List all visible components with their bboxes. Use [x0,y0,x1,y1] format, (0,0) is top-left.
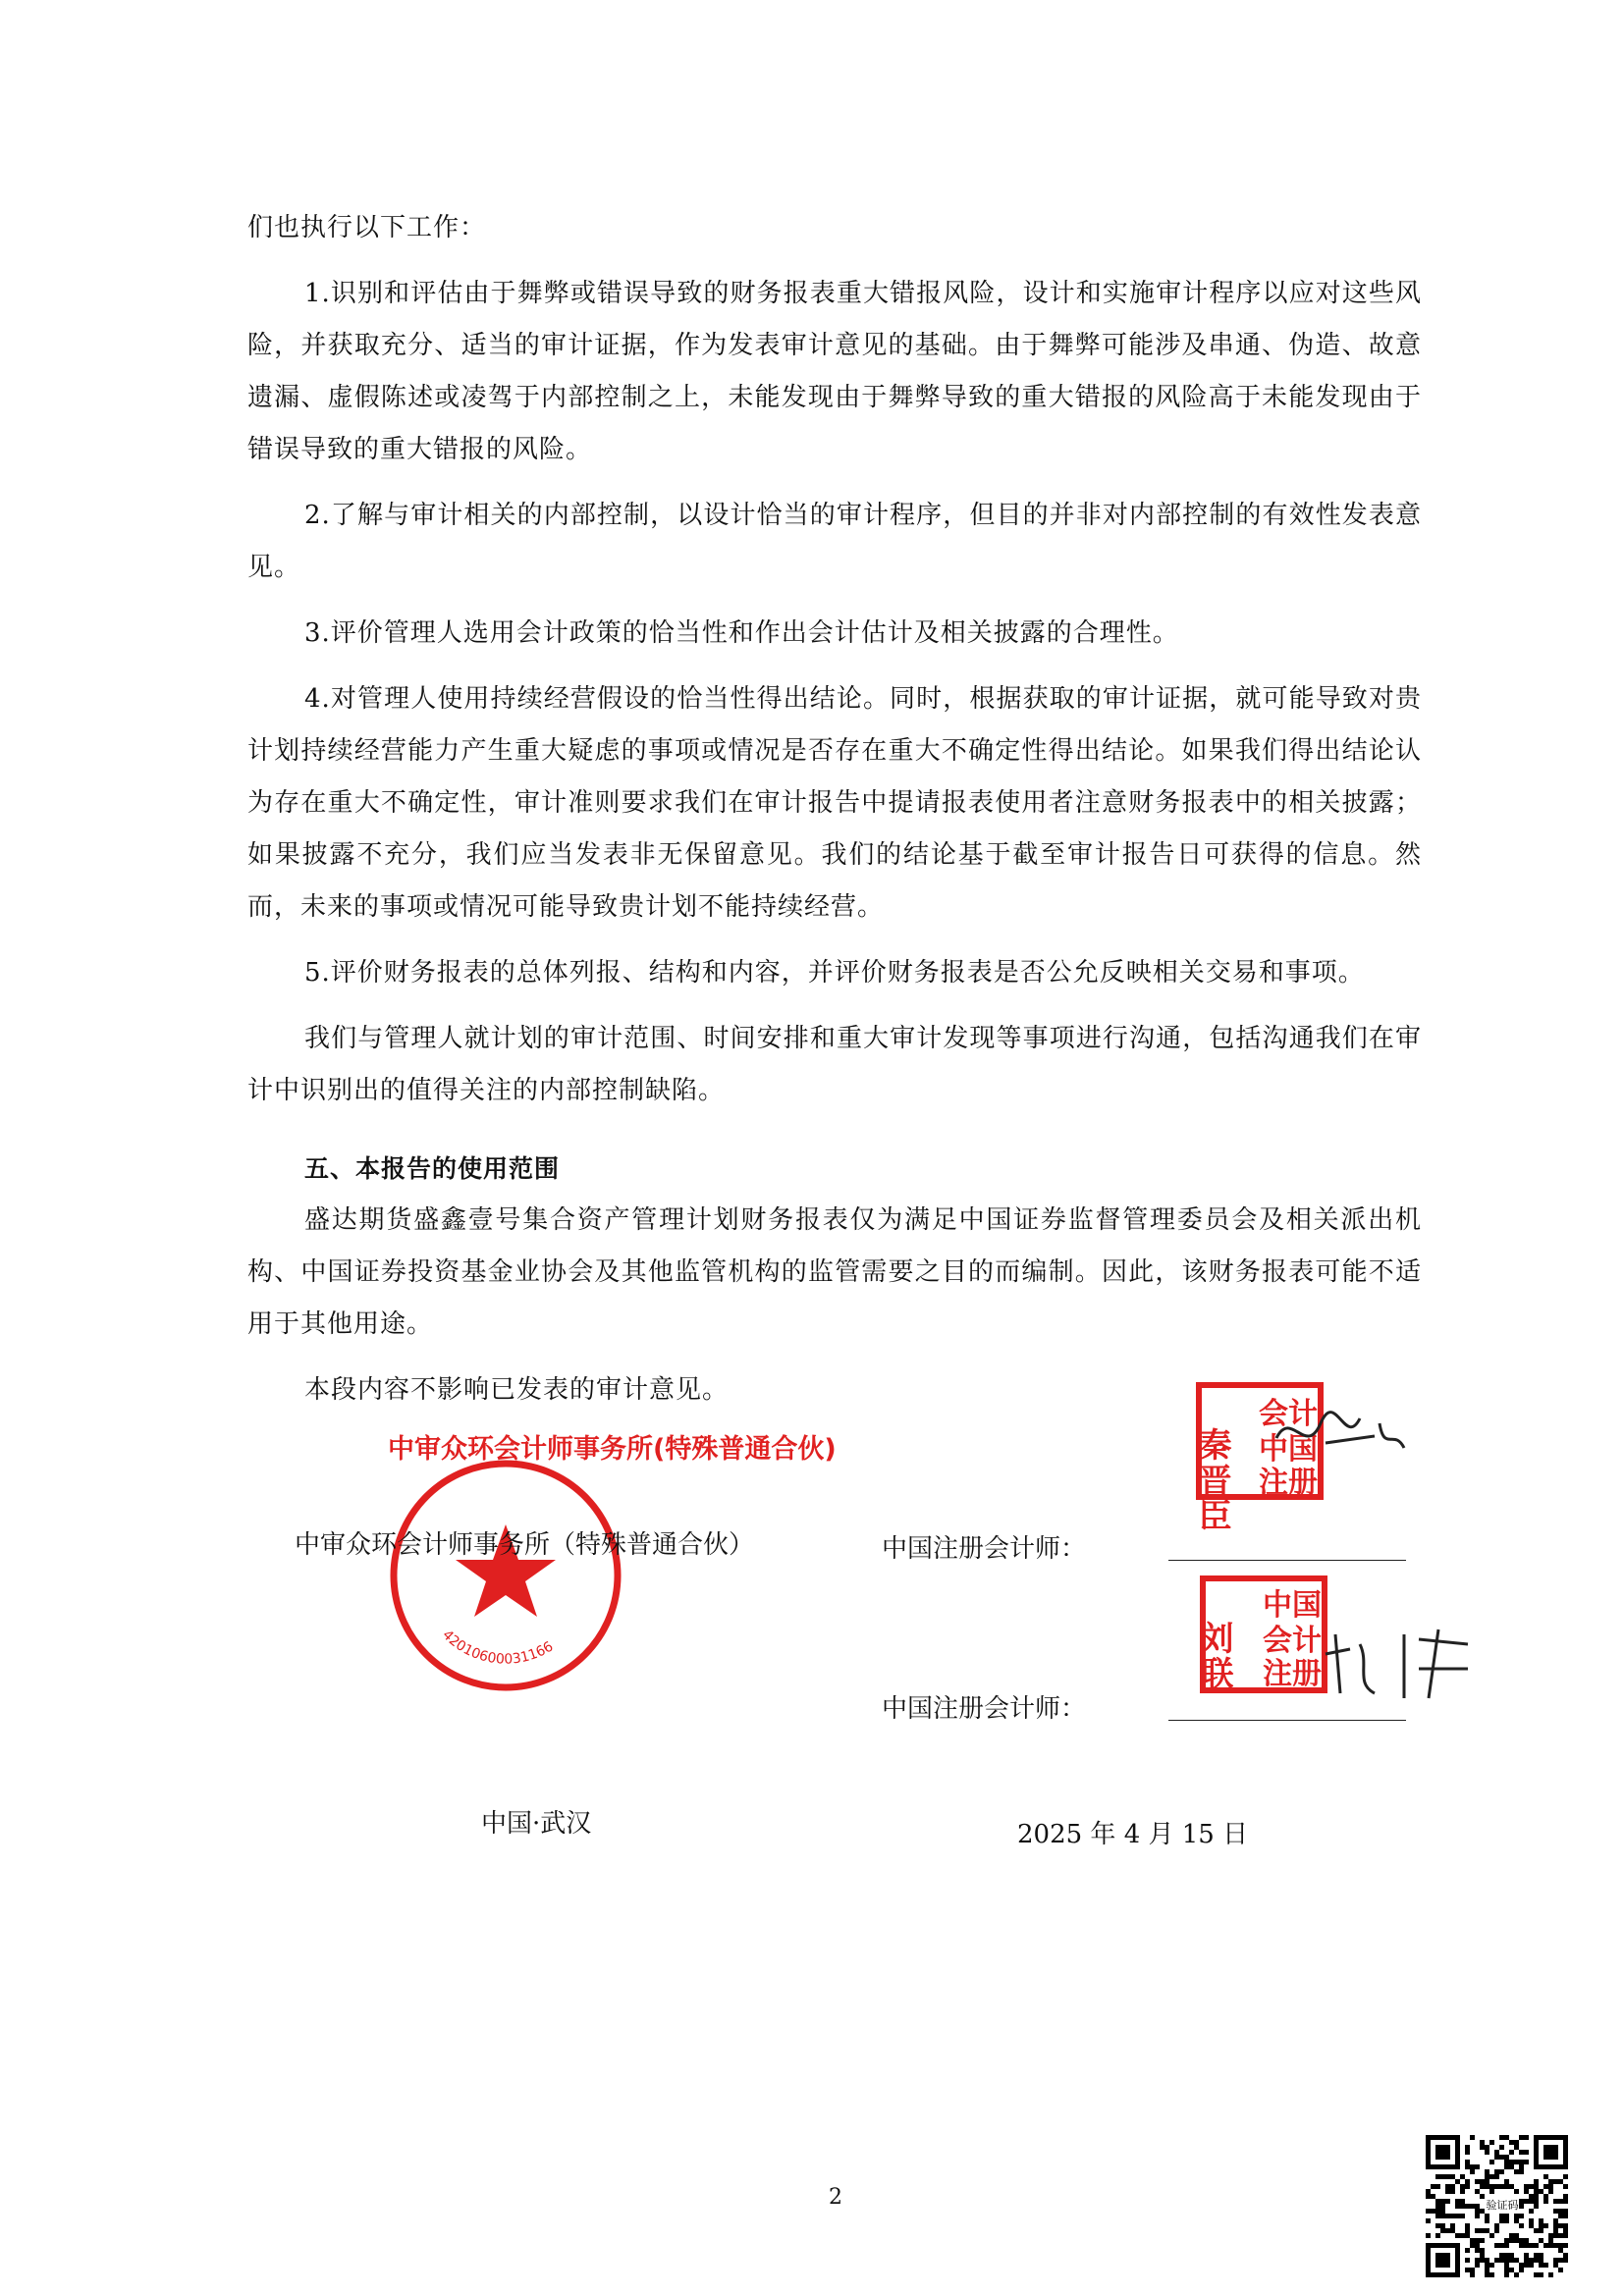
cpa-seal-1-text-c: 注册 [1259,1466,1318,1500]
location: 中国·武汉 [481,1809,592,1839]
svg-text:42010600031166 [439,1628,556,1668]
section-heading: 五、本报告的使用范围 [304,1154,561,1183]
paragraph-disclaimer: 本段内容不影响已发表的审计意见。 [304,1375,730,1405]
cpa-seal-1-text-b: 中国 [1259,1432,1318,1467]
paragraph-item-3: 3.评价管理人选用会计政策的恰当性和作出会计估计及相关披露的合理性。 [304,618,1179,648]
firm-seal [388,1434,837,1693]
paragraph-usage-scope: 盛达期货盛鑫壹号集合资产管理计划财务报表仅为满足中国证券监督管理委员会及相关派出机构、中国证券投资基金业协会及其他监管机构的监管需要之目的而编制。因此，该财务报表可能不适用于其他用途。 [247,1205,1422,1339]
firm-name: 中审众环会计师事务所（特殊普通合伙） [295,1530,755,1560]
handwritten-signature-2 [1321,1625,1478,1713]
cpa-seal-2-text-b: 会计 [1263,1624,1322,1658]
cpa-label-2: 中国注册会计师： [882,1694,1087,1724]
firm-seal-text: 中审众环会计师事务所(特殊普通合伙) [388,1434,837,1465]
page-number: 2 [829,2185,842,2210]
body-text [247,202,1422,1416]
signature-line-2 [1168,1720,1406,1721]
paragraph-item-1: 1.识别和评估由于舞弊或错误导致的财务报表重大错报风险，设计和实施审计程序以应对这些风险，并获取充分、适当的审计证据，作为发表审计意见的基础。由于舞弊可能涉及串通、伪造、故意遗漏、虚假陈述或凌驾于内部控制之上，未能发现由于舞弊导致的重大错报的风险高于未能发现由于错误导致的重大错报的风险。 [247,279,1422,464]
cpa-seal-2 [1194,1575,1327,1693]
cpa-label-1: 中国注册会计师： [882,1534,1087,1564]
report-date: 2025 年 4 月 15 日 [1017,1820,1249,1849]
signature-line-1 [1168,1560,1406,1561]
cpa-seal-1-text-a: 会计 [1259,1397,1318,1431]
cpa-seal-2-text-c: 注册 [1263,1657,1322,1691]
cpa-seal-2-name: 刘联 [1194,1621,1233,1691]
paragraph-communication: 我们与管理人就计划的审计范围、时间安排和重大审计发现等事项进行沟通，包括沟通我们在审计中识别出的值得关注的内部控制缺陷。 [247,1024,1422,1105]
paragraph-continuation: 们也执行以下工作： [247,213,487,242]
paragraph-item-2: 2.了解与审计相关的内部控制，以设计恰当的审计程序，但目的并非对内部控制的有效性发表意见。 [247,501,1422,582]
paragraph-item-5: 5.评价财务报表的总体列报、结构和内容，并评价财务报表是否公允反映相关交易和事项。 [304,958,1365,988]
qr-code-icon [1426,2135,1568,2277]
cpa-seal-2-text-a: 中国 [1263,1588,1322,1623]
firm-seal-number: 42010600031166 [439,1627,557,1668]
qr-label: 验证码 [1486,2199,1519,2212]
paragraph-item-4: 4.对管理人使用持续经营假设的恰当性得出结论。同时，根据获取的审计证据，就可能导致对贵计划持续经营能力产生重大疑虑的事项或情况是否存在重大不确定性得出结论。如果我们得出结论认为存在重大不确定性，审计准则要求我们在审计报告中提请报表使用者注意财务报表中的相关披露；如果披露不充分，我们应当发表非无保留意见。我们的结论基于截至审计报告日可获得的信息。然而，未来的事项或情况可能导致贵计划不能持续经营。 [247,684,1422,922]
cpa-seal-1-name: 秦晋臣 [1192,1427,1231,1533]
handwritten-signature-1 [1267,1399,1414,1477]
